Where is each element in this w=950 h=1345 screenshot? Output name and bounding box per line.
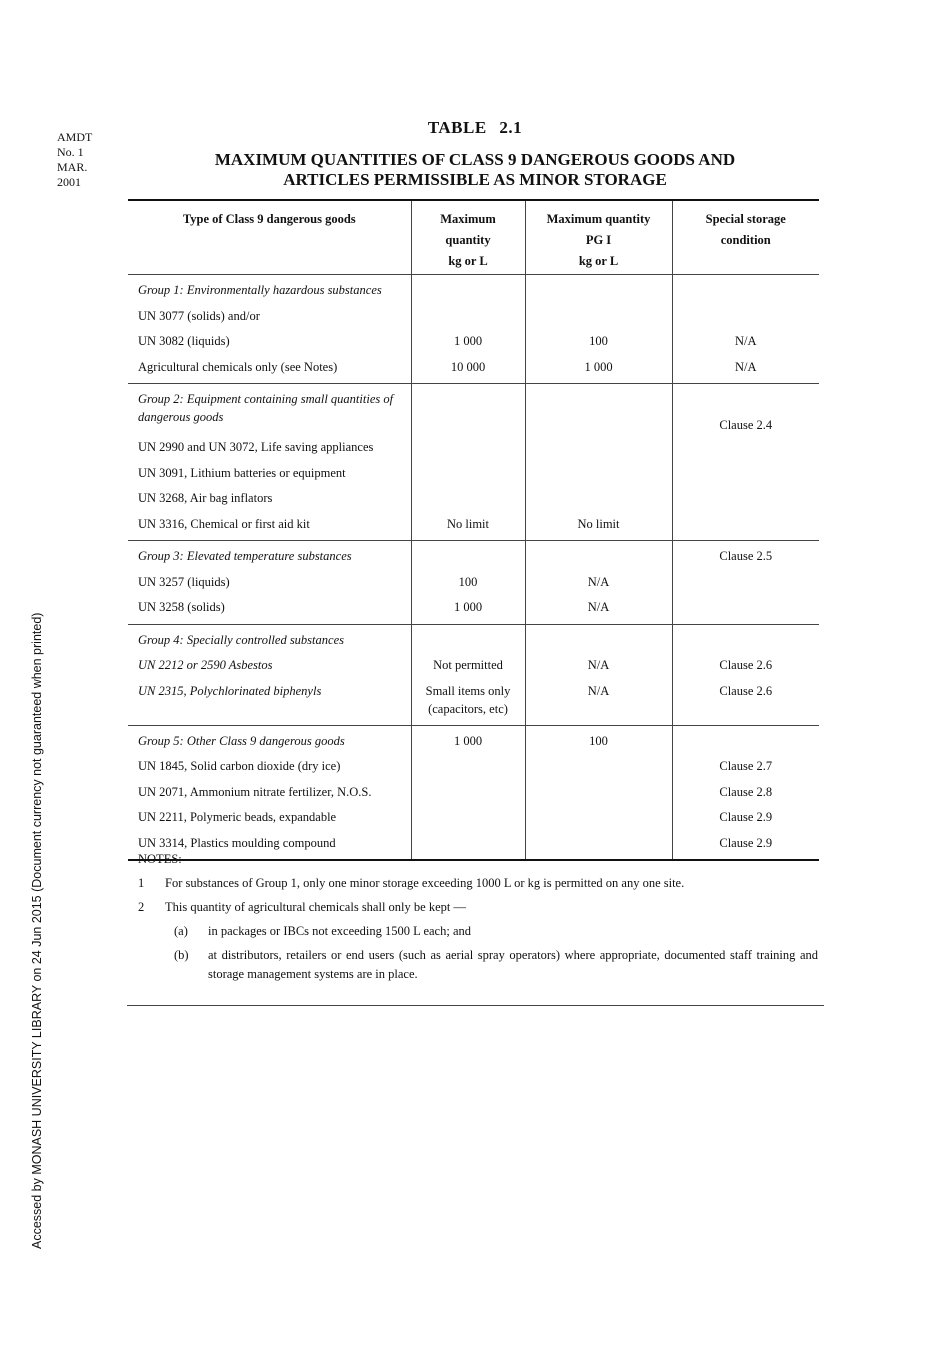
bottom-rule (127, 1005, 824, 1006)
cell-goods-type: UN 3077 (solids) and/or (138, 308, 260, 323)
amendment-line: No. 1 (57, 145, 84, 159)
cell-max-quantity-pg1: N/A (525, 573, 672, 599)
table-row (128, 598, 819, 624)
cell-max-quantity (411, 757, 525, 783)
cell-max-quantity (411, 624, 525, 656)
header-max-quantity-pg1: Maximum quantity PG I kg or L (525, 200, 672, 275)
cell-storage-condition: Clause 2.8 (672, 783, 819, 809)
cell-storage-condition (672, 725, 819, 757)
cell-goods-type: Group 4: Specially controlled substances (138, 632, 344, 647)
cell-max-quantity-pg1: N/A (525, 682, 672, 726)
table-row (128, 624, 819, 656)
cell-max-quantity (411, 275, 525, 307)
cell-goods-type: UN 3258 (solids) (128, 598, 411, 624)
table-row (128, 808, 819, 834)
cell-goods-type: UN 3091, Lithium batteries or equipment (138, 465, 346, 480)
table-title (130, 150, 820, 190)
cell-max-quantity: No limit (411, 515, 525, 541)
cell-storage-condition (672, 307, 819, 333)
cell-max-quantity-pg1 (525, 541, 672, 573)
cell-max-quantity (411, 464, 525, 490)
cell-storage-condition: Clause 2.6 (672, 656, 819, 682)
cell-storage-condition (672, 275, 819, 307)
cell-storage-condition: Clause 2.9 (672, 834, 819, 861)
table-row (128, 332, 819, 358)
cell-goods-type: UN 3314, Plastics moulding compound (128, 834, 411, 861)
note-text: For substances of Group 1, only one minor storage exceeding 1000 L or kg is permitted on any one site. (165, 876, 685, 890)
note-subitem-text: at distributors, retailers or end users (such as aerial spray operators) where appropriate, documented staff training and storage management systems are in place. (208, 948, 818, 981)
cell-max-quantity: 1 000 (411, 598, 525, 624)
cell-max-quantity: Not permitted (411, 656, 525, 682)
cell-storage-condition (672, 438, 819, 464)
note-number: 1 (138, 876, 145, 890)
cell-goods-type: Agricultural chemicals only (see Notes) (128, 358, 411, 384)
cell-storage-condition (672, 624, 819, 656)
cell-goods-type: UN 2211, Polymeric beads, expandable (138, 810, 337, 824)
cell-storage-condition (672, 464, 819, 490)
cell-max-quantity: 100 (411, 573, 525, 599)
table-row (128, 725, 819, 757)
table-row (128, 464, 819, 490)
cell-storage-condition: Clause 2.5 (672, 541, 819, 573)
amendment-line: MAR. (57, 160, 88, 174)
note-subitem (174, 922, 818, 941)
cell-goods-type: UN 1845, Solid carbon dioxide (dry ice) (138, 759, 341, 773)
cell-max-quantity-pg1: 1 000 (525, 358, 672, 384)
cell-max-quantity: Small items only (capacitors, etc) (411, 682, 525, 726)
table-row (128, 515, 819, 541)
cell-max-quantity (411, 438, 525, 464)
cell-storage-condition: N/A (672, 332, 819, 358)
cell-max-quantity-pg1 (525, 489, 672, 515)
table-row (128, 656, 819, 682)
cell-max-quantity (411, 489, 525, 515)
cell-storage-condition: Clause 2.7 (672, 757, 819, 783)
cell-goods-type: UN 2071, Ammonium nitrate fertilizer, N.O.S. (138, 784, 372, 799)
cell-max-quantity-pg1: No limit (525, 515, 672, 541)
amendment-margin-note (57, 130, 92, 190)
amendment-line: AMDT (57, 130, 93, 144)
cell-storage-condition: N/A (672, 358, 819, 384)
table-title-line: ARTICLES PERMISSIBLE AS MINOR STORAGE (283, 170, 667, 189)
table-body (128, 275, 819, 861)
cell-storage-condition (672, 573, 819, 599)
cell-goods-type: Group 3: Elevated temperature substances (138, 549, 352, 563)
note-subitem-label: (a) (174, 924, 188, 938)
cell-storage-condition: Clause 2.9 (672, 808, 819, 834)
table-row (128, 275, 819, 307)
cell-max-quantity-pg1 (525, 624, 672, 656)
dangerous-goods-table (128, 199, 819, 861)
cell-max-quantity-pg1: N/A (525, 656, 672, 682)
access-watermark: Accessed by MONASH UNIVERSITY LIBRARY on 24 Jun 2015 (Document currency not guaranteed when printed) (30, 612, 44, 1249)
cell-max-quantity: 10 000 (411, 358, 525, 384)
cell-max-quantity-pg1: N/A (525, 598, 672, 624)
cell-storage-condition: Clause 2.6 (672, 682, 819, 726)
cell-goods-type: UN 2212 or 2590 Asbestos (138, 658, 273, 672)
note-subitem-text: in packages or IBCs not exceeding 1500 L each; and (208, 924, 471, 938)
cell-max-quantity-pg1 (525, 808, 672, 834)
table-row (128, 573, 819, 599)
cell-max-quantity (411, 541, 525, 573)
header-max-quantity: Maximum quantity kg or L (411, 200, 525, 275)
note-text: This quantity of agricultural chemicals shall only be kept — (165, 900, 466, 914)
cell-max-quantity (411, 384, 525, 439)
table-row (128, 541, 819, 573)
table-row (128, 682, 819, 726)
cell-max-quantity (411, 808, 525, 834)
note-subitem-label: (b) (174, 948, 189, 962)
notes-heading: NOTES: (138, 852, 182, 866)
table-title-line: MAXIMUM QUANTITIES OF CLASS 9 DANGEROUS GOODS AND (214, 150, 736, 169)
cell-goods-type: UN 3257 (liquids) (138, 574, 230, 589)
cell-max-quantity-pg1 (525, 783, 672, 809)
cell-goods-type: UN 3082 (liquids) (138, 334, 230, 348)
table-header-row (128, 200, 819, 275)
note-number: 2 (138, 900, 145, 914)
note-item (138, 898, 818, 917)
header-special-storage: Special storage condition (672, 200, 819, 275)
cell-max-quantity-pg1 (525, 464, 672, 490)
note-subitem (174, 946, 818, 984)
cell-max-quantity-pg1 (525, 307, 672, 333)
cell-max-quantity-pg1 (525, 275, 672, 307)
header-type: Type of Class 9 dangerous goods (128, 200, 411, 275)
notes-section (138, 850, 818, 989)
table-row (128, 757, 819, 783)
cell-storage-condition (672, 598, 819, 624)
cell-storage-condition (672, 489, 819, 515)
cell-max-quantity-pg1 (525, 384, 672, 439)
amendment-line: 2001 (57, 175, 81, 189)
table-row (128, 358, 819, 384)
table-row (128, 307, 819, 333)
cell-storage-condition (672, 515, 819, 541)
cell-goods-type: Group 1: Environmentally hazardous substances (138, 283, 382, 297)
cell-goods-type: UN 2315, Polychlorinated biphenyls (128, 682, 411, 726)
cell-goods-type: UN 3316, Chemical or first aid kit (128, 515, 411, 541)
cell-max-quantity-pg1: 100 (525, 332, 672, 358)
cell-max-quantity (411, 783, 525, 809)
cell-max-quantity-pg1 (525, 438, 672, 464)
cell-max-quantity-pg1: 100 (525, 725, 672, 757)
table-row (128, 384, 819, 439)
table-number: TABLE 2.1 (427, 118, 523, 137)
table-row (128, 489, 819, 515)
cell-goods-type: Group 5: Other Class 9 dangerous goods (138, 733, 345, 748)
cell-max-quantity: 1 000 (411, 725, 525, 757)
table-row (128, 438, 819, 464)
cell-goods-type: Group 2: Equipment containing small quantities of dangerous goods (138, 392, 394, 424)
cell-max-quantity-pg1 (525, 757, 672, 783)
cell-goods-type: UN 2990 and UN 3072, Life saving appliances (138, 440, 374, 454)
cell-storage-condition: Clause 2.4 (672, 384, 819, 439)
cell-goods-type: UN 3268, Air bag inflators (138, 491, 273, 505)
note-item (138, 874, 818, 893)
table-row (128, 783, 819, 809)
cell-max-quantity: 1 000 (411, 332, 525, 358)
cell-max-quantity (411, 307, 525, 333)
